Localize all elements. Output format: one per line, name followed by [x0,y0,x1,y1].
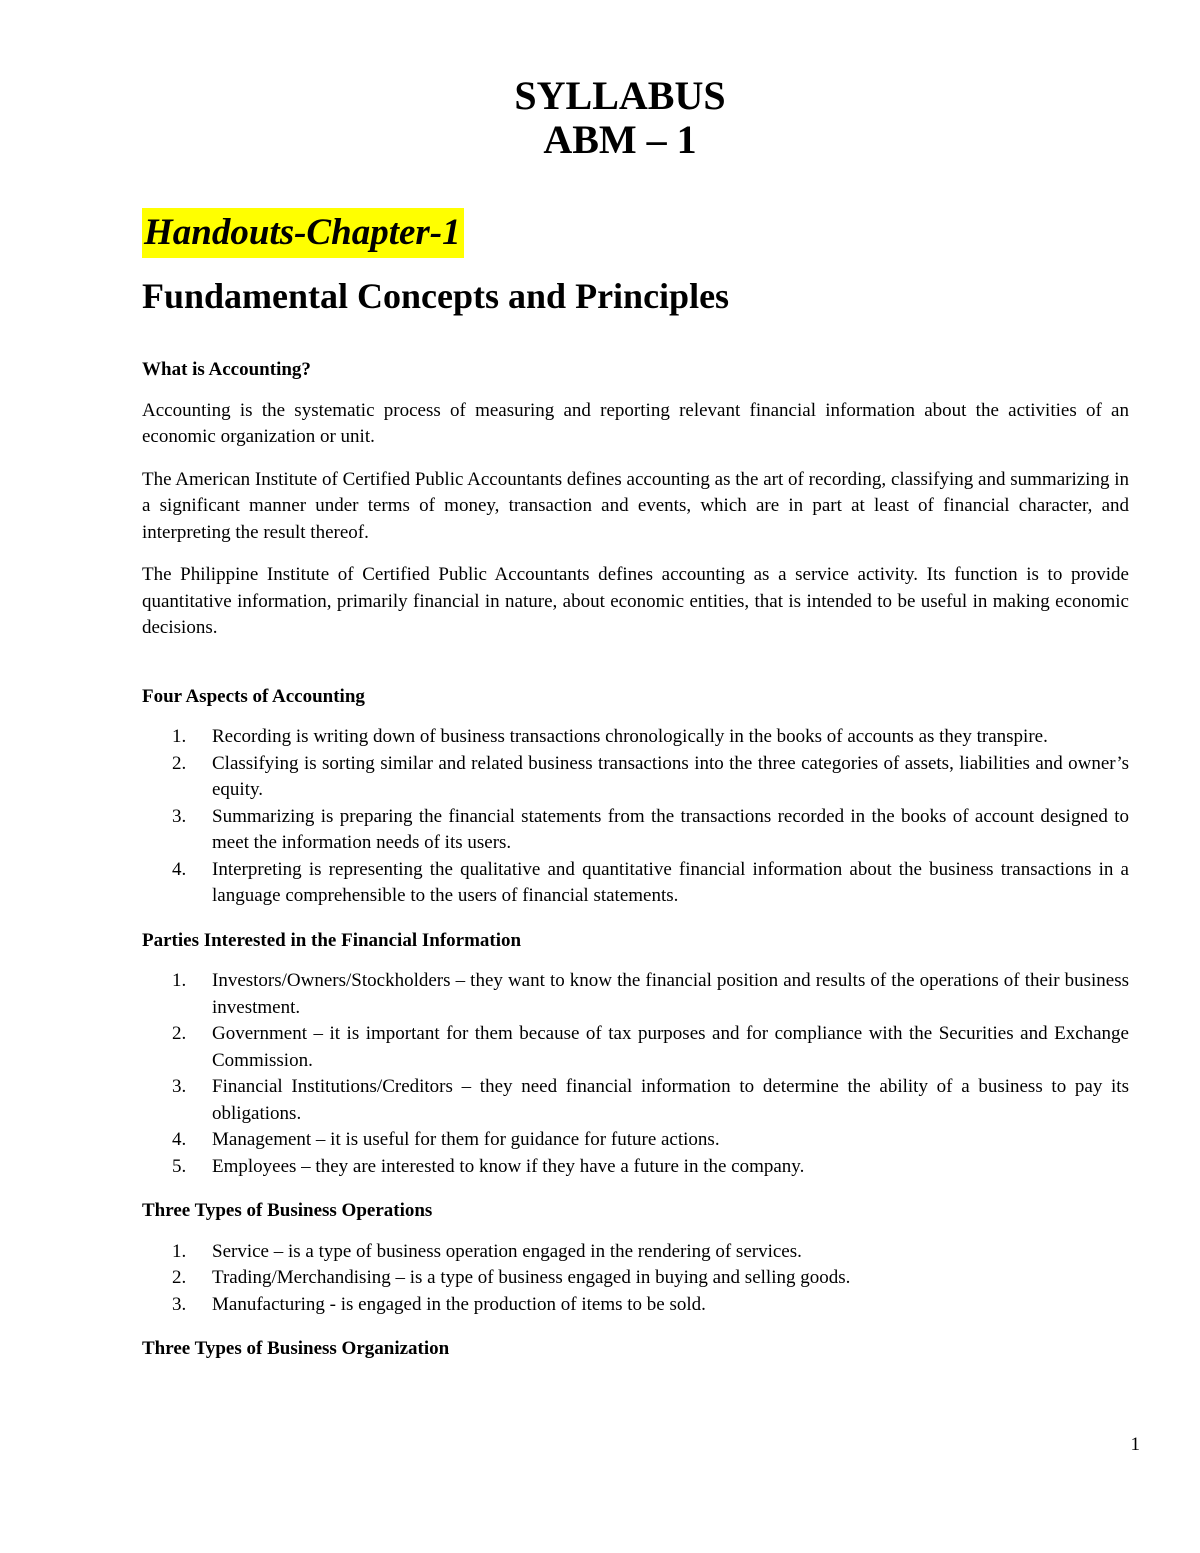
parties-list [142,968,1129,1180]
list-number: 2. [172,1267,187,1288]
list-item [142,1074,1129,1127]
list-text: Classifying is sorting similar and related business transactions into the three categories of assets, liabilities and owner’s equity. [212,752,1129,800]
paragraph: Accounting is the systematic process of measuring and reporting relevant financial information about the activities of an economic organization or unit. [142,399,1129,447]
main-heading: Fundamental Concepts and Principles [142,276,730,316]
list-number: 5. [172,1155,187,1177]
list-text: Service – is a type of business operation engaged in the rendering of services. [212,1240,802,1262]
list-item [142,724,1129,751]
list-text: Summarizing is preparing the financial statements from the transactions recorded in the books of account designed to meet the information needs of its users. [212,805,1129,853]
list-number: 3. [172,1293,187,1315]
list-item [142,857,1129,910]
list-item [142,1265,1129,1292]
list-item [142,804,1129,857]
list-number: 3. [172,1076,187,1097]
list-number: 1. [172,1240,187,1262]
list-number: 2. [172,1023,187,1044]
paragraph: The American Institute of Certified Public Accountants defines accounting as the art of recording, classifying and summarizing in a significant manner under terms of money, transaction and events, which are in part at least of financial character, and interpreting the result thereof. [142,468,1129,543]
list-text: Financial Institutions/Creditors – they need financial information to determine the ability of a business to pay its obligations. [212,1076,1129,1124]
list-number: 1. [172,970,187,991]
section-heading-what-is-accounting: What is Accounting? [142,359,311,380]
list-item [142,1021,1129,1074]
list-number: 3. [172,805,187,827]
list-text: Management – it is useful for them for guidance for future actions. [212,1129,720,1150]
list-text: Manufacturing - is engaged in the production of items to be sold. [212,1293,706,1315]
operations-list [142,1239,1129,1319]
title-course-code: ABM – 1 [543,117,697,162]
list-item [142,1154,1129,1181]
page-number: 1 [1130,1434,1140,1455]
list-item [142,1239,1129,1266]
document-body [142,357,1129,1363]
section-heading-business-organization: Three Types of Business Organization [142,1338,450,1359]
list-item [142,1127,1129,1154]
document-title [0,74,1200,162]
list-text: Employees – they are interested to know if they have a future in the company. [212,1155,805,1177]
section-heading-four-aspects: Four Aspects of Accounting [142,685,365,707]
list-text: Trading/Merchandising – is a type of business engaged in buying and selling goods. [212,1267,851,1288]
list-number: 1. [172,726,187,747]
section-heading-business-operations: Three Types of Business Operations [142,1200,433,1221]
list-text: Government – it is important for them because of tax purposes and for compliance with the Securities and Exchange Commission. [212,1023,1129,1071]
list-number: 4. [172,1129,187,1150]
section-heading-parties-interested: Parties Interested in the Financial Information [142,929,522,951]
four-aspects-list [142,724,1129,910]
list-text: Recording is writing down of business transactions chronologically in the books of accounts as they transpire. [212,726,1048,747]
list-number: 2. [172,752,187,774]
title-syllabus: SYLLABUS [514,73,726,118]
list-text: Interpreting is representing the qualitative and quantitative financial information about the business transactions in a language comprehensible to the users of financial statements. [212,858,1129,906]
list-item [142,968,1129,1021]
list-item [142,751,1129,804]
paragraph: The Philippine Institute of Certified Public Accountants defines accounting as a service activity. Its function is to provide quantitative information, primarily financial in nature, about economic entities, that is intended to be useful in making economic decisions. [142,564,1129,638]
list-item [142,1292,1129,1319]
list-number: 4. [172,858,187,880]
handout-chapter-label: Handouts-Chapter-1 [142,208,464,258]
list-text: Investors/Owners/Stockholders – they want to know the financial position and results of the operations of their business investment. [212,970,1129,1018]
